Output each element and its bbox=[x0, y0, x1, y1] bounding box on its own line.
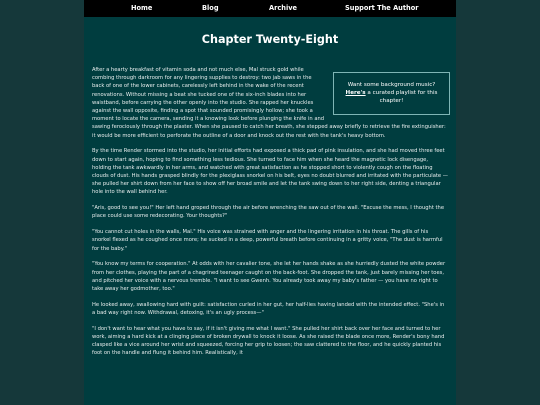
paragraph: "Aris, good to see you!" Her left hand groped through the air before wrenching the saw out of the wall. "Excuse the mess, I thought the place could use some redecorating. Your thoughts?" bbox=[92, 205, 445, 220]
top-nav bbox=[84, 0, 456, 17]
nav-archive-link[interactable]: Archive bbox=[269, 4, 297, 12]
nav-blog-link[interactable]: Blog bbox=[202, 4, 219, 12]
paragraph: After a hearty breakfast of vitamin soda and not much else, Mal struck gold while combing through darkroom for any lingering supplies to destroy: two jab saws in the back of one of the lower cabinets, carelessly left behind in the wake of the recent renovations. Without missing a beat she tucked one of the six-inch blades into her waistband, before carrying the other openly into the studio. She rapped her knuckles against the wall opposite, finding a spot that sounded promisingly hollow; she took a moment to locate the camera, sending it a knowing look before plunging the knife in and sawing ferociously through the plaster. When she paused to catch her breath, she stepped away briefly to retrieve the fire extinguisher: it would be more efficient to perforate the outline of a door and knock out the rest with the tank's heavy bottom. bbox=[92, 67, 446, 139]
paragraph: He looked away, swallowing hard with guilt: satisfaction curled in her gut, her half-lies having landed with the intended effect. "She's in a bad way right now. Withdrawal, detoxing, it's an ugly process—" bbox=[92, 301, 445, 317]
chapter-text bbox=[92, 66, 448, 365]
paragraph: By the time Render stormed into the studio, her initial efforts had exposed a thick pad of pink insulation, and she had moved three feet down to start again, hoping to find something less tedious. She turned to face him when she heard the magnetic lock disengage, holding the tank awkwardly in her arms, and watched with great satisfaction as he stopped short to violently cough on the floating clouds of dust. His hands grasped blindly for the plexiglass snorkel on his belt, eyes no doubt blurred and irritated with the particulate — she pulled her shirt down from her face to show off her broad smile and let the tank swing down to her right side, denting a triangular hole into the wall behind her. bbox=[92, 148, 448, 196]
callout-prefix: Want some background music? bbox=[347, 82, 436, 88]
paragraph: "You know my terms for cooperation." At odds with her cavalier tone, she let her hands shake as she hurriedly dusted the white powder from her clothes, playing the part of a chagrined teenager caught on the back-foot. She dropped the tank, just barely missing her toes, and pitched her voice with a nervous tremble. "I want to see Gwenh. You already took away my baby's father — you have no right to take away her godmother, too." bbox=[92, 261, 446, 293]
chapter-content bbox=[84, 17, 456, 405]
nav-home-link[interactable]: Home bbox=[131, 4, 153, 12]
chapter-title: Chapter Twenty-Eight bbox=[201, 33, 339, 46]
nav-support-link[interactable]: Support The Author bbox=[345, 4, 419, 12]
playlist-callout bbox=[333, 72, 450, 115]
paragraph: "You cannot cut holes in the walls, Mal." His voice was strained with anger and the lingering irritation in his throat. The gills of his snorkel flexed as he coughed once more; he sucked in a deep, powerful breath before continuing in a gritty voice, "The dust is harmful for the baby." bbox=[92, 229, 443, 252]
playlist-link[interactable]: Here's bbox=[345, 90, 366, 97]
callout-suffix: a curated playlist for this chapter! bbox=[365, 90, 438, 105]
paragraph: "I don't want to hear what you have to say, if it isn't giving me what I want." She pulled her shirt back over her face and turned to her work, aiming a hard kick at a clinging piece of broken drywall to knock it loose. As she raised the blade once more, Render's bony hand clasped like a vice around her wrist and squeezed, forcing her grip to loosen; the saw clattered to the floor, and he quickly planted his foot on the handle and flung it behind him. Realistically, it bbox=[92, 325, 445, 357]
